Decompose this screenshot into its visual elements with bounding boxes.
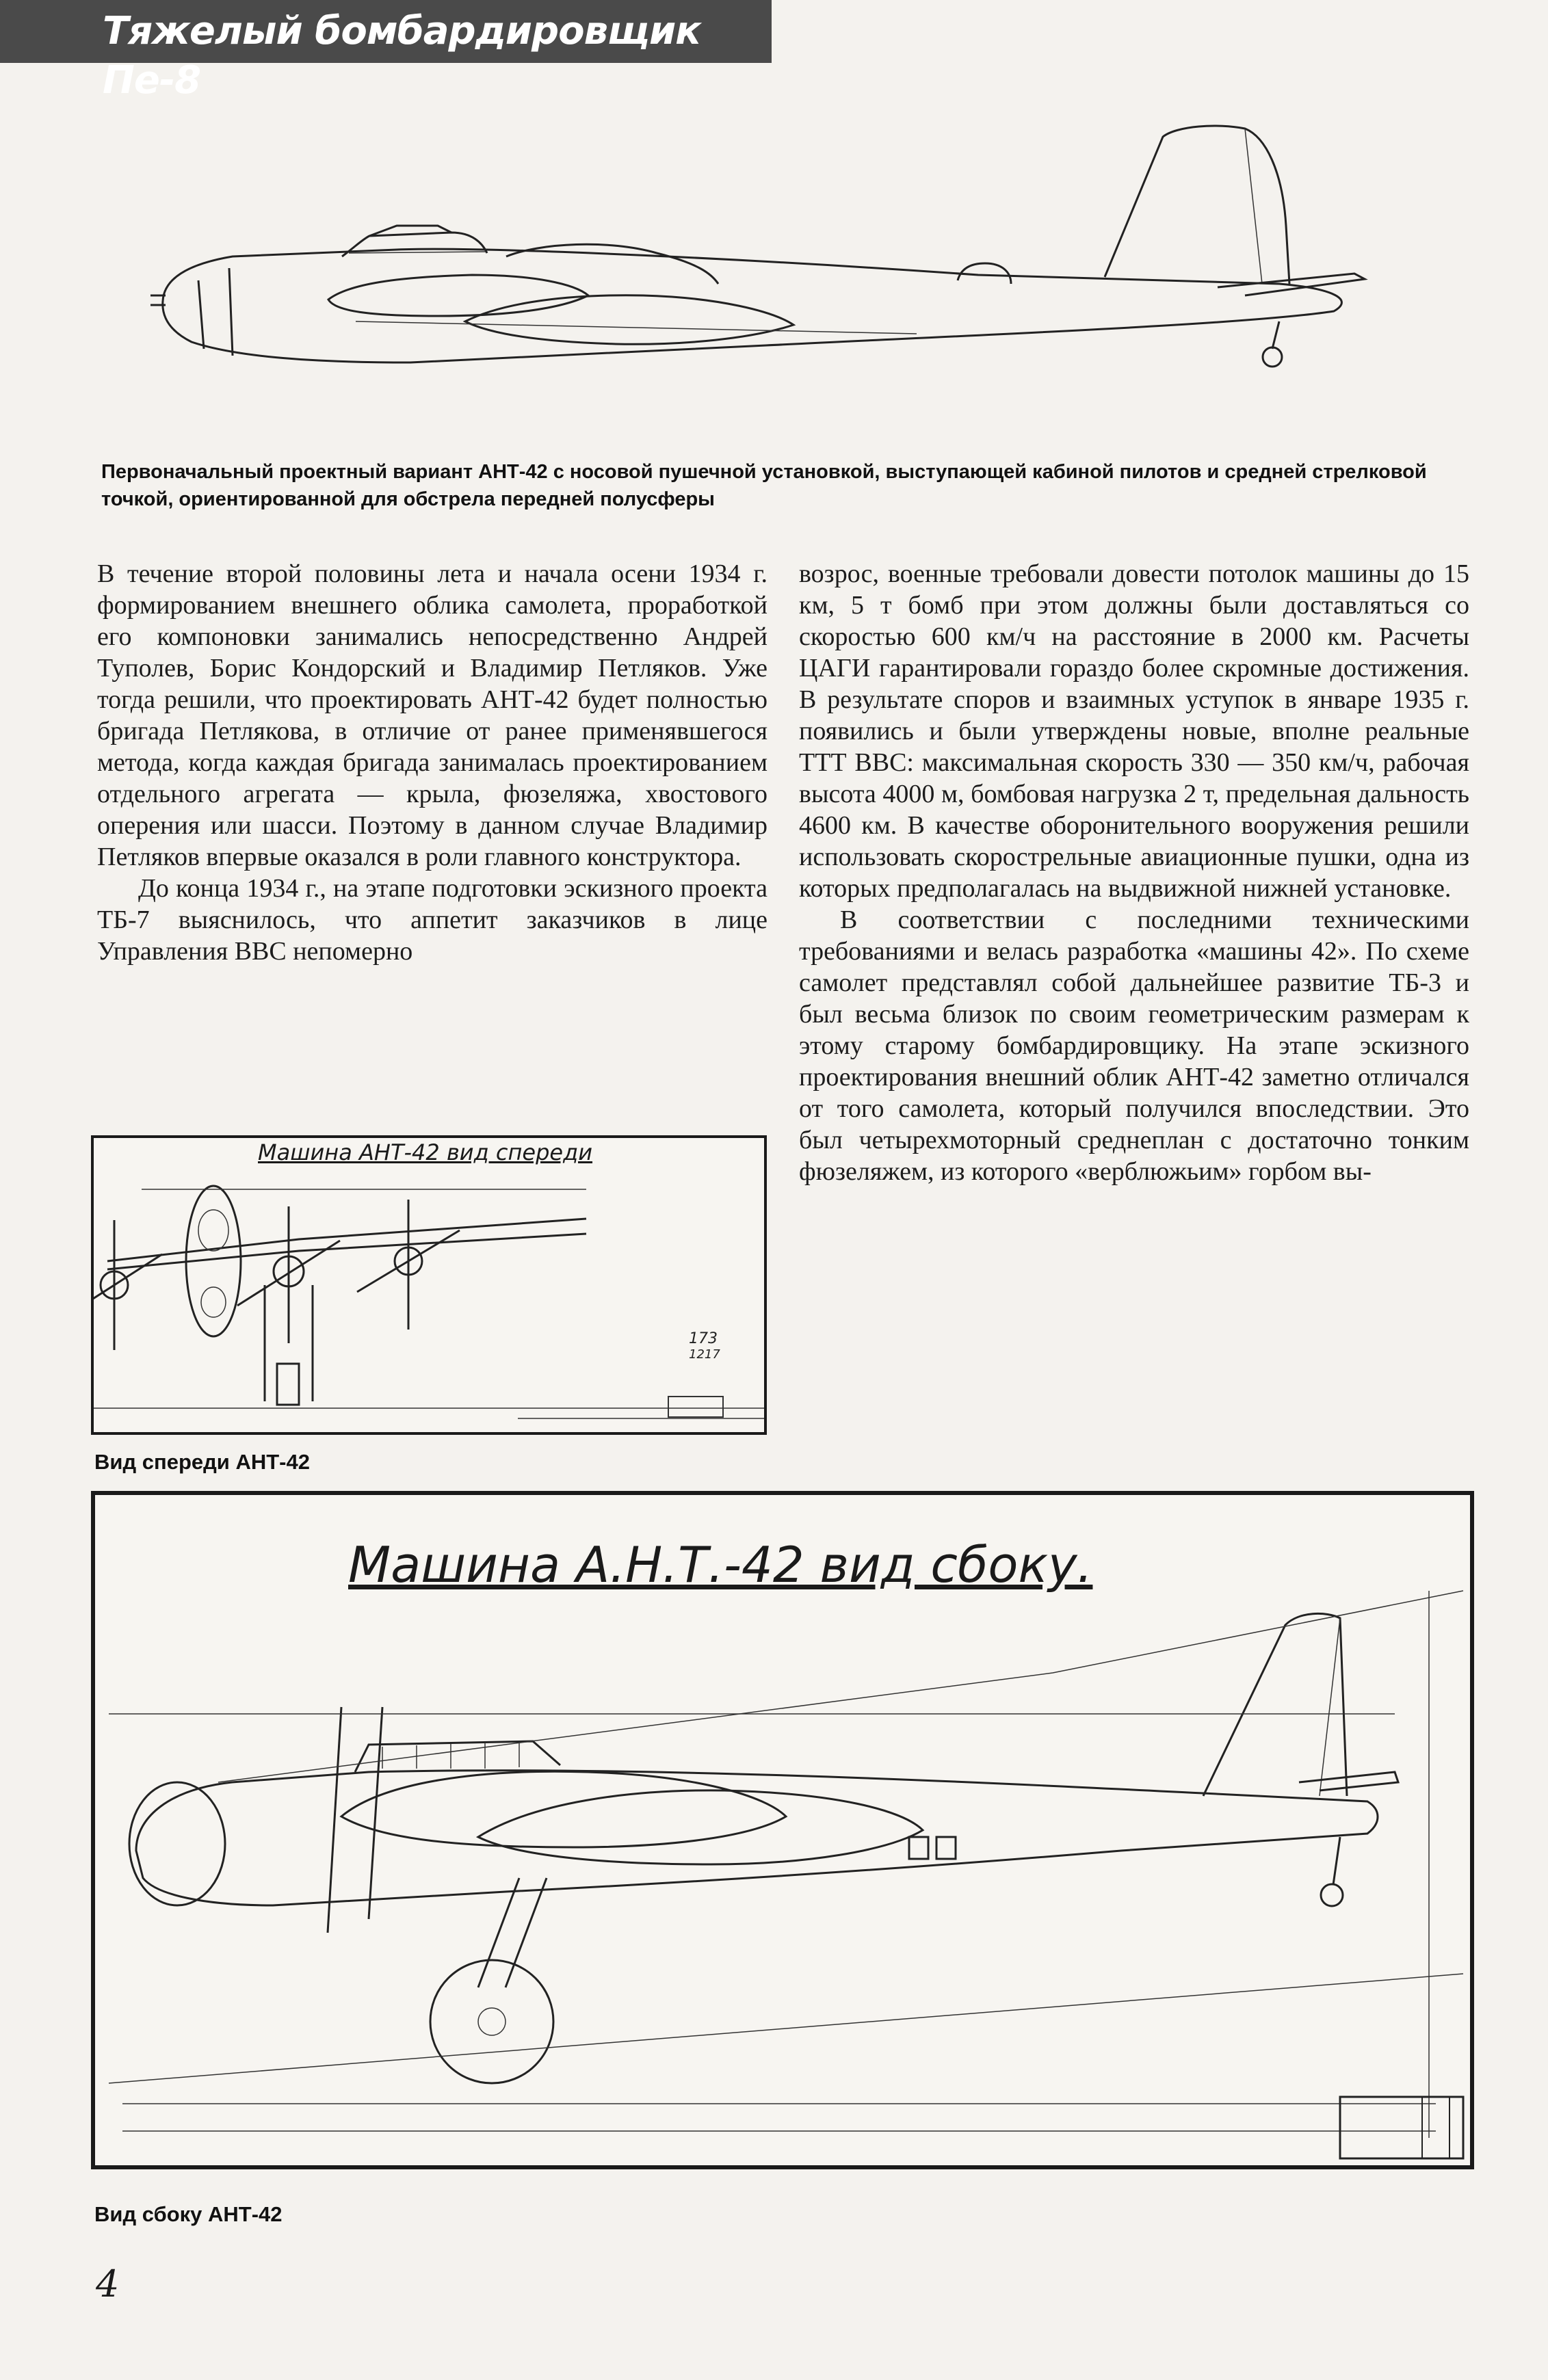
page-number: 4 — [96, 2262, 120, 2305]
paragraph: В течение второй половины лета и начала осени 1934 г. формированием внешнего облика самолета, проработкой его компоновки занимались непосредственно Андрей Туполев, Борис Кондорский и Владимир Петляков. Уже тогда решили, что проектировать АНТ-42 будет полностью бригада Петлякова, в отличие от ранее применявшегося метода, когда каждая бригада занималась проектированием отдельного агрегата — крыла, фюзеляжа, хвостового оперения или шасси. Поэтому в данном случае Владимир Петляков впервые оказался в роли главного конструктора. — [97, 559, 768, 871]
header-band — [0, 0, 772, 103]
paragraph: возрос, военные требовали довести потолок машины до 15 км, 5 т бомб при этом должны были доставляться со скоростью 600 км/ч на расстояние в 2000 км. Расчеты ЦАГИ гарантировали гораздо более скромные достижения. В результате споров и взаимных уступок в январе 1935 г. появились и были утверждены новые, вполне реальные ТТТ ВВС: максимальная скорость 330 — 350 км/ч, рабочая высота 4000 м, бомбовая нагрузка 2 т, предельная дальность 4600 км. В качестве оборонительного вооружения решили использовать скорострельные авиационные пушки, одна из которых предполагалась на выдвижной нижней установке. — [799, 559, 1469, 903]
right-text-column — [799, 558, 1469, 1187]
paragraph: До конца 1934 г., на этапе подготовки эскизного проекта ТБ-7 выяснилось, что аппетит заказчиков в лице Управления ВВС непомерно — [97, 874, 768, 966]
front-view-caption: Вид спереди АНТ-42 — [94, 1450, 310, 1474]
side-view-drawing — [91, 1491, 1474, 2169]
svg-text:173: 173 — [689, 1330, 718, 1347]
ant42-initial-profile-drawing — [150, 116, 1395, 410]
side-view-caption: Вид сбоку АНТ-42 — [94, 2202, 283, 2226]
paragraph: В соответствии с последними техническими требованиями и велась разработка «машины 42». По схеме самолет представлял собой дальнейшее развитие ТБ-3 и был весьма близок по своим геометрическим размерам к этому старому бомбардировщику. На этапе эскизного проектирования внешний облик АНТ-42 заметно отличался от того самолета, который получился впоследствии. Это был четырехмоторный среднеплан с достаточно тонким фюзеляжем, из которого «верблюжьим» горбом вы- — [799, 905, 1469, 1186]
top-figure-caption: Первоначальный проектный вариант АНТ-42 с носовой пушечной установкой, выступающей кабиной пилотов и средней стрелковой точкой, ориентированной для обстрела передней полусферы — [101, 461, 1427, 510]
side-view-drawing-title: Машина А.Н.Т.-42 вид сбоку. — [348, 1536, 1093, 1594]
left-text-column — [97, 558, 768, 967]
side-view-sketch — [95, 1495, 1470, 2165]
front-view-sketch — [94, 1138, 764, 1432]
svg-text:1217: 1217 — [689, 1347, 720, 1362]
front-view-drawing — [91, 1135, 767, 1435]
front-view-drawing-title: Машина АНТ-42 вид спереди — [258, 1139, 593, 1165]
running-title: Тяжелый бомбардировщик Пе-8 — [103, 9, 701, 103]
